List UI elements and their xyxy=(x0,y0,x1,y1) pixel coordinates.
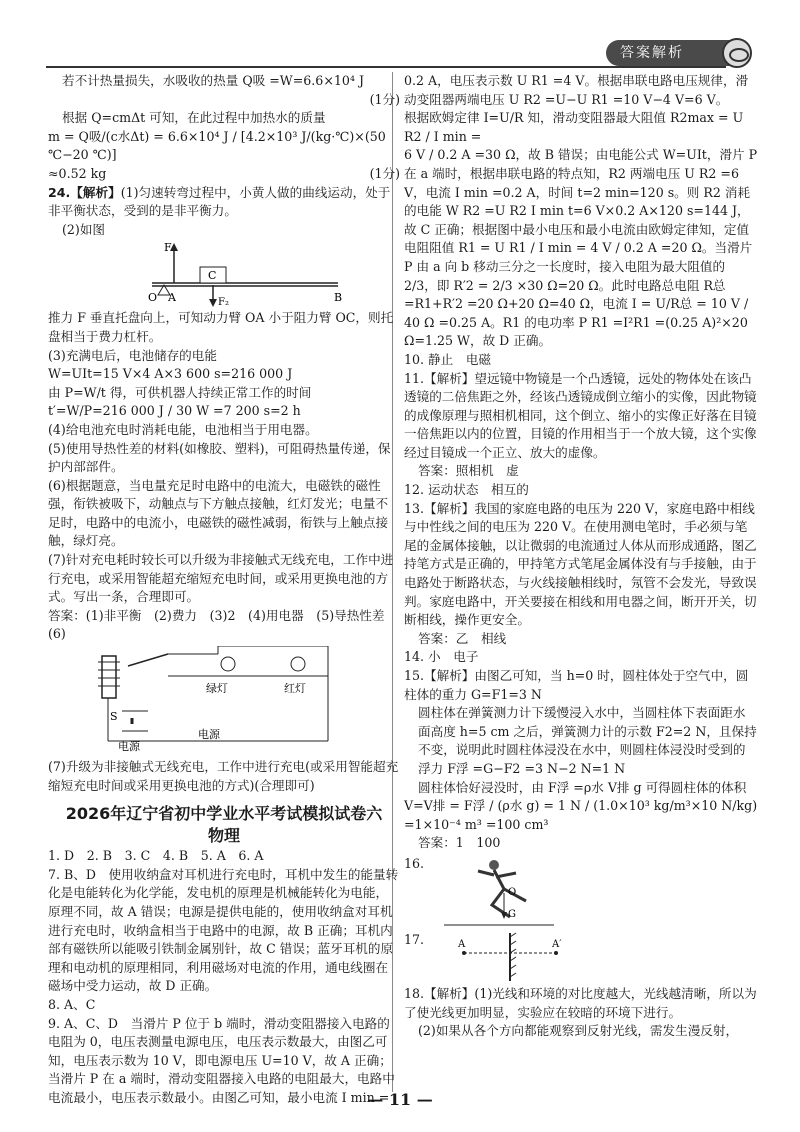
label-O: O xyxy=(508,886,517,898)
exam-title: 2026年辽宁省初中学业水平考试模拟试卷六 xyxy=(65,804,383,824)
formula: W=UIt=15 V×4 A×3 600 s=216 000 J xyxy=(48,366,293,382)
circuit-figure xyxy=(48,646,400,756)
label-B: B xyxy=(334,291,343,305)
logo-icon xyxy=(722,38,752,68)
label-F2: F₂ xyxy=(218,297,229,308)
question-12: 12. 运动状态 相互的 xyxy=(404,482,529,498)
label-red-lamp: 红灯 xyxy=(284,682,306,696)
text-line: (4)给电池充电时消耗电能，电池相当于用电器。 xyxy=(48,421,318,437)
text-line: (5)使用导热性差的材料(如橡胶、塑料)，可阻碍热量传递，保护内部部件。 xyxy=(48,440,391,475)
text-line: 由 P=W/t 得，可供机器人持续正常工作的时间 xyxy=(48,384,312,400)
text-line: (2)如图 xyxy=(62,221,106,237)
score-note: (1分) xyxy=(369,165,400,181)
formula: t′=W/P=216 000 J / 30 W =7 200 s=2 h xyxy=(48,403,301,419)
page-number: — 11 — xyxy=(367,1090,433,1109)
q16-label: 16. xyxy=(404,855,425,871)
formula: m = Q吸/(c水Δt) = 6.6×10⁴ J / [4.2×10³ J/(kg·℃)×(50 ℃−20 ℃)] xyxy=(48,128,386,163)
label-A: A xyxy=(168,291,176,305)
text-line: 推力 F 垂直托盘向上，可知动力臂 OA 小于阻力臂 OC，则托盘相当于费力杠杆。 xyxy=(48,310,394,344)
label-green-lamp: 绿灯 xyxy=(206,682,228,696)
right-column xyxy=(404,72,758,1041)
answer-line: 答案：照相机 虚 xyxy=(418,463,519,479)
text-line: (2)如果从各个方向都能观察到反射光线，需发生漫反射， xyxy=(418,1023,739,1039)
text-line: 若不计热量损失，水吸收的热量 Q吸 =W=6.6×10⁴ J xyxy=(62,73,364,88)
text-line: (7)针对充电耗时较长可以升级为非接触式无线充电，工作中进行充电，或采用智能超充缩短充电时间，或采用更换电池的方式。写出一条，合理即可。 xyxy=(48,552,394,605)
answer-line: 答案：(1)非平衡 (2)费力 (3)2 (4)用电器 (5)导热性差 xyxy=(48,607,385,623)
header-tag: 答案解析 xyxy=(606,40,730,66)
score-note: (1分) xyxy=(369,91,400,107)
question-7: 7. B、D 使用收纳盒对耳机进行充电时，耳机中发生的能量转化是电能转化为化学能，发电机的原理是机械能转化为电能，原理不同，故 A 错误；电源是提供电能的，使用收纳盒对耳机进行充电时，收纳盒相当于电路中的电源，故 B 正确；耳机内部有磁铁所以能吸引铁制金属别针，故 C 错误；蓝牙耳机的原理和电动机的原理相同，利用磁场对电流的作用，通电线圈在磁场中受力运动，故 D 正确。 xyxy=(48,866,399,994)
question-18: 18.【解析】(1)光线和环境的对比度越大，光线越清晰，所以为了使光线更加明显，实验应在较暗的环境下进行。 xyxy=(404,985,757,1020)
label-source1: 电源 xyxy=(118,740,140,754)
answer-line: 答案：1 100 xyxy=(418,835,501,851)
text-line: 6 V / 0.2 A =30 Ω，故 B 错误；由电能公式 W=UIt，滑片 P 在 a 端时，根据串联电路的特点知，R2 两端电压 U R2 =6 V，电流 I min =0.2 A，时间 t=2 min=120 s。则 R2 消耗的电能 W R2 =U R2 I min t=6 V×0.2 A×120 s=144 J，故 C 正确；根据图中最小电压和最小电流由欧姆定律知，定值电阻阻值 R1 = U R1 / I min = 4 V / 0.2 A =20 Ω。当滑片 P 由 a 向 b 移动三分之一长度时，接入电阻为最大阻值的 2/3，即 R′2 = 2/3 ×30 Ω=20 Ω。此时电路总电阻 R总 =R1+R′2 =20 Ω+20 Ω=40 Ω，电流 I = U/R总 = 10 V / 40 Ω =0.25 A。R1 的电功率 P R1 =I²R1 =(0.25 A)²×20 Ω=1.25 W，故 D 正确。 xyxy=(404,147,758,349)
text-line: 圆柱体在弹簧测力计下缓慢浸入水中，当圆柱体下表面距水面高度 h=5 cm 之后，弹簧测力计的示数 F2=2 N，且保持不变，说明此时圆柱体浸没在水中，则圆柱体浸没时受到的浮力 F浮 =G−F2 =3 N−2 N=1 N xyxy=(418,705,757,776)
label-source2: 电源 xyxy=(198,728,220,742)
label-A: A xyxy=(458,938,466,950)
text-line: 圆柱体恰好浸没时，由 F浮 =ρ水 V排 g 可得圆柱体的体积 xyxy=(418,779,747,795)
question-10: 10. 静止 电磁 xyxy=(404,351,492,367)
question-11: 11.【解析】望远镜中物镜是一个凸透镜，远处的物体处在该凸透镜的二倍焦距之外，经该凸透镜成倒立缩小的实像，因此物镜的成像原理与照相机相同，这个倒立、缩小的实像正好落在目镜一倍焦距以内的位置，目镜的作用相当于一个放大镜，这个实像经过目镜成一个正立、放大的虚像。 xyxy=(404,370,757,460)
text-line xyxy=(48,165,400,184)
header-rule xyxy=(46,66,726,68)
text-line: 根据 Q=cmΔt 可知，在此过程中加热水的质量 xyxy=(62,110,326,126)
question-9: 9. A、C、D 当滑片 P 位于 b 端时，滑动变阻器接入电路的电阻为 0，电压表测量电源电压，电压表示数最大，由图乙可知，电压表示数为 10 V，即电源电压 U=10 V，故 A 正确；当滑片 P 在 a 端时，滑动变阻器接入电路的电阻最大，电路中电流最小，电压表示数最小。由图乙可知，最小电流 I min = xyxy=(48,1015,395,1105)
q-text: (1)匀速转弯过程中，小黄人做的曲线运动，处于非平衡状态，受到的是非平衡力。 xyxy=(48,184,391,219)
question-24 xyxy=(48,184,400,221)
text-line: 根据欧姆定律 I=U/R 知，滑动变阻器最大阻值 R2max = U R2 / I min = xyxy=(404,110,744,144)
exam-subject: 物理 xyxy=(207,826,240,846)
mc-answers: 1. D 2. B 3. C 4. B 5. A 6. A xyxy=(48,848,264,864)
q17-label: 17. xyxy=(404,931,425,947)
text-line: (3)充满电后，电池储存的电能 xyxy=(48,347,217,363)
question-8: 8. A、C xyxy=(48,996,96,1012)
result: ≈0.52 kg xyxy=(48,165,107,181)
label-S: S xyxy=(110,710,118,724)
label-C: C xyxy=(208,269,217,283)
lever-figure xyxy=(48,241,400,307)
label-O: O xyxy=(148,291,158,305)
left-column xyxy=(48,72,400,1108)
answer-line: 答案：乙 相线 xyxy=(418,630,507,646)
text-line: 0.2 A，电压表示数 U R1 =4 V。根据串联电路电压规律，滑动变阻器两端电压 U R2 =U−U R1 =10 V−4 V=6 V。 xyxy=(404,73,749,107)
question-13: 13.【解析】我国的家庭电路的电压为 220 V，家庭电路中相线与中性线之间的电压为 220 V。在使用测电笔时，手必须与笔尾的金属体接触，以让微弱的电流通过人体从而形成通路，图乙持笔方式是正确的，甲持笔方式笔尾金属体没有与手接触，由于电路处于断路状态，与火线接触相线时，氖管不会发光，导致误判。家庭电路中，开关要接在相线和用电器之间，断开开关，切断相线，操作更安全。 xyxy=(404,500,757,628)
question-14: 14. 小 电子 xyxy=(404,649,479,665)
label-A-prime: A′ xyxy=(552,938,562,950)
label-F: F xyxy=(164,241,172,255)
mirror-figure xyxy=(404,931,758,983)
label-G: G xyxy=(508,908,516,920)
text-line: (6) xyxy=(48,626,66,642)
answer-line: (7)升级为非接触式无线充电，工作中进行充电(或采用智能超充缩短充电时间或采用更换电池的方式)(合理即可) xyxy=(48,759,399,793)
jumper-figure xyxy=(404,855,758,929)
question-15: 15.【解析】由图乙可知，当 h=0 时，圆柱体处于空气中，圆柱体的重力 G=F1=3 N xyxy=(404,668,749,702)
formula: V=V排 = F浮 / (ρ水 g) = 1 N / (1.0×10³ kg/m³×10 N/kg) =1×10⁻⁴ m³ =100 cm³ xyxy=(404,798,758,832)
q-label: 24.【解析】 xyxy=(48,184,121,200)
text-line: (6)根据题意，当电量充足时电路中的电流大，电磁铁的磁性强，衔铁被吸下，动触点与下方触点接触，红灯发光；电量不足时，电路中的电流小，电磁铁的磁性减弱，衔铁与上触点接触，绿灯亮。 xyxy=(48,477,389,549)
